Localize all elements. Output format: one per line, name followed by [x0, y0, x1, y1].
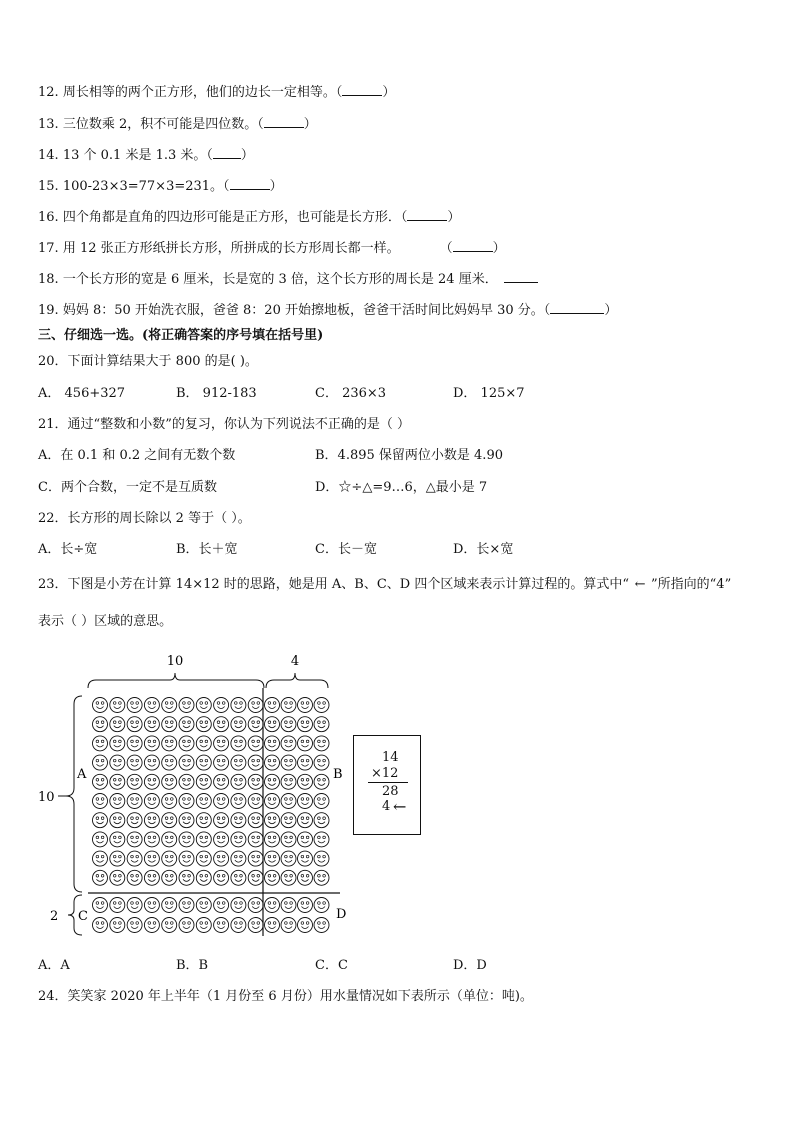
smiley-face-icon — [144, 717, 159, 732]
smiley-face-icon — [214, 698, 229, 713]
answer-blank[interactable] — [407, 208, 447, 221]
question-19: 19. 妈妈 8：50 开始洗衣服，爸爸 8：20 开始擦地板，爸爸干活时间比妈妈早 30 分。（ ） — [38, 303, 618, 318]
smiley-face-icon — [196, 698, 211, 713]
side-label-10: 10 — [38, 790, 55, 805]
smiley-face-icon — [214, 794, 229, 809]
smiley-face-icon — [127, 774, 142, 789]
smiley-face-icon — [214, 898, 229, 913]
smiley-face-icon — [265, 813, 280, 828]
smiley-face-icon — [127, 918, 142, 933]
smiley-face-icon — [248, 736, 263, 751]
region-d-label: D — [336, 907, 347, 922]
smiley-face-icon — [314, 717, 329, 732]
smiley-face-icon — [314, 898, 329, 913]
q23-option-a[interactable]: A．A — [38, 958, 70, 973]
smiley-face-icon — [162, 717, 177, 732]
q20-option-b[interactable]: B． 912-183 — [176, 386, 257, 401]
smiley-face-icon — [93, 832, 108, 847]
answer-blank[interactable] — [342, 83, 382, 96]
smiley-face-icon — [281, 870, 296, 885]
smiley-face-icon — [281, 832, 296, 847]
smiley-face-icon — [248, 851, 263, 866]
calc-line-4: 4 — [382, 799, 391, 814]
smiley-face-icon — [144, 755, 159, 770]
question-text: 三位数乘 2，积不可能是四位数。 — [62, 117, 258, 132]
q23-option-d[interactable]: D．D — [453, 958, 487, 973]
smiley-face-icon — [231, 794, 246, 809]
smiley-face-icon — [110, 755, 125, 770]
smiley-face-icon — [162, 832, 177, 847]
smiley-face-icon — [314, 813, 329, 828]
section-heading: 三、仔细选一选。(将正确答案的序号填在括号里) — [38, 328, 324, 343]
smiley-face-icon — [196, 813, 211, 828]
side-label-2: 2 — [50, 909, 59, 924]
smiley-face-icon — [314, 870, 329, 885]
q23-option-c[interactable]: C．C — [315, 958, 348, 973]
smiley-face-icon — [144, 813, 159, 828]
smiley-face-icon — [93, 898, 108, 913]
question-number: 16. — [38, 210, 59, 225]
q21-option-b[interactable]: B．4.895 保留两位小数是 4.90 — [315, 448, 503, 463]
smiley-face-icon — [179, 918, 194, 933]
smiley-face-icon — [298, 813, 313, 828]
smiley-face-icon — [281, 774, 296, 789]
smiley-face-icon — [127, 717, 142, 732]
question-number: 19. — [38, 303, 59, 318]
question-text: 一个长方形的宽是 6 厘米，长是宽的 3 倍，这个长方形的周长是 24 厘米． — [62, 272, 498, 287]
smiley-face-icon — [127, 851, 142, 866]
question-24-stem: 24．笑笑家 2020 年上半年（1 月份至 6 月份）用水量情况如下表所示（单位：吨)。 — [38, 989, 533, 1004]
smiley-face-icon — [162, 813, 177, 828]
smiley-face-icon — [281, 918, 296, 933]
smiley-face-icon — [281, 898, 296, 913]
smiley-face-icon — [179, 755, 194, 770]
top-label-4: 4 — [290, 654, 300, 669]
left-arrow-icon: ← — [634, 577, 646, 592]
smiley-face-icon — [231, 851, 246, 866]
smiley-face-icon — [162, 755, 177, 770]
question-number: 15. — [38, 179, 59, 194]
smiley-face-icon — [179, 698, 194, 713]
region-a-label: A — [77, 767, 87, 782]
smiley-face-icon — [265, 870, 280, 885]
smiley-face-icon — [127, 755, 142, 770]
question-23-stem-line1: 23．下图是小芳在计算 14×12 时的思路，她是用 A、B、C、D 四个区域来表示计算过程的。算式中“ ← ”所指向的“4” — [38, 577, 732, 592]
smiley-face-icon — [298, 898, 313, 913]
smiley-face-icon — [196, 918, 211, 933]
answer-blank[interactable] — [230, 177, 270, 190]
smiley-face-icon — [248, 698, 263, 713]
smiley-face-icon — [248, 794, 263, 809]
smiley-face-icon — [298, 736, 313, 751]
q22-option-d[interactable]: D．长×宽 — [453, 542, 514, 557]
smiley-face-icon — [265, 755, 280, 770]
smiley-face-icon — [110, 918, 125, 933]
smiley-face-icon — [127, 898, 142, 913]
smiley-face-icon — [162, 851, 177, 866]
smiley-grid — [93, 698, 330, 933]
smiley-face-icon — [110, 870, 125, 885]
question-13: 13. 三位数乘 2，积不可能是四位数。（ ） — [38, 117, 317, 132]
smiley-face-icon — [179, 794, 194, 809]
smiley-face-icon — [265, 774, 280, 789]
smiley-face-icon — [298, 698, 313, 713]
smiley-face-icon — [179, 736, 194, 751]
smiley-face-icon — [110, 774, 125, 789]
question-14: 14. 13 个 0.1 米是 1.3 米。（ ） — [38, 148, 254, 163]
smiley-face-icon — [214, 918, 229, 933]
q21-option-a[interactable]: A．在 0.1 和 0.2 之间有无数个数 — [38, 448, 236, 463]
q22-option-c[interactable]: C．长－宽 — [315, 542, 377, 557]
q20-option-a[interactable]: A． 456+327 — [38, 386, 126, 401]
smiley-face-icon — [179, 774, 194, 789]
calculation-box — [353, 735, 421, 835]
question-12: 12. 周长相等的两个正方形，他们的边长一定相等。（ ） — [38, 85, 396, 100]
smiley-face-icon — [144, 832, 159, 847]
smiley-face-icon — [248, 755, 263, 770]
smiley-face-icon — [314, 755, 329, 770]
smiley-face-icon — [93, 698, 108, 713]
smiley-face-icon — [298, 717, 313, 732]
smiley-face-icon — [127, 736, 142, 751]
smiley-face-icon — [314, 918, 329, 933]
smiley-face-icon — [110, 717, 125, 732]
smiley-face-icon — [281, 851, 296, 866]
smiley-face-icon — [298, 755, 313, 770]
smiley-face-icon — [162, 898, 177, 913]
smiley-face-icon — [110, 736, 125, 751]
smiley-face-icon — [196, 755, 211, 770]
calc-line-2: ×12 — [371, 766, 399, 781]
smiley-face-icon — [265, 736, 280, 751]
smiley-face-icon — [281, 698, 296, 713]
answer-blank[interactable] — [264, 115, 304, 128]
smiley-face-icon — [110, 794, 125, 809]
smiley-face-icon — [196, 736, 211, 751]
top-brace-4 — [266, 673, 328, 688]
smiley-face-icon — [281, 717, 296, 732]
smiley-face-icon — [298, 918, 313, 933]
question-text: 100-23×3=77×3=231。 — [62, 179, 224, 194]
smiley-face-icon — [110, 832, 125, 847]
smiley-face-icon — [231, 813, 246, 828]
smiley-face-icon — [265, 832, 280, 847]
smiley-face-icon — [93, 717, 108, 732]
top-brace-10 — [88, 673, 264, 688]
smiley-face-icon — [93, 851, 108, 866]
smiley-face-icon — [179, 832, 194, 847]
smiley-face-icon — [162, 918, 177, 933]
smiley-face-icon — [231, 717, 246, 732]
smiley-face-icon — [196, 794, 211, 809]
answer-blank[interactable] — [504, 270, 538, 283]
q22-option-b[interactable]: B．长＋宽 — [176, 542, 238, 557]
smiley-face-icon — [93, 794, 108, 809]
smiley-face-icon — [281, 736, 296, 751]
question-16: 16. 四个角都是直角的四边形可能是正方形，也可能是长方形．（ ） — [38, 210, 461, 225]
smiley-face-icon — [162, 870, 177, 885]
smiley-face-icon — [93, 813, 108, 828]
smiley-face-icon — [144, 736, 159, 751]
smiley-face-icon — [93, 918, 108, 933]
question-text: 13 个 0.1 米是 1.3 米。 — [62, 148, 207, 163]
smiley-face-icon — [110, 813, 125, 828]
smiley-face-icon — [281, 755, 296, 770]
q21-option-d[interactable]: D．☆÷△=9…6，△最小是 7 — [315, 480, 488, 495]
smiley-face-icon — [93, 870, 108, 885]
smiley-face-icon — [314, 794, 329, 809]
smiley-face-icon — [231, 698, 246, 713]
smiley-face-icon — [144, 774, 159, 789]
smiley-face-icon — [127, 870, 142, 885]
smiley-face-icon — [196, 898, 211, 913]
smiley-face-icon — [144, 851, 159, 866]
smiley-face-icon — [144, 698, 159, 713]
question-number: 13. — [38, 117, 59, 132]
smiley-face-icon — [231, 832, 246, 847]
answer-blank[interactable] — [213, 146, 241, 159]
smiley-face-icon — [265, 794, 280, 809]
calc-line-1: 14 — [382, 750, 399, 765]
question-text: 四个角都是直角的四边形可能是正方形，也可能是长方形． — [62, 210, 401, 225]
smiley-face-icon — [196, 851, 211, 866]
smiley-face-icon — [179, 717, 194, 732]
smiley-face-icon — [314, 736, 329, 751]
question-20-stem: 20．下面计算结果大于 800 的是( )。 — [38, 354, 258, 369]
smiley-face-icon — [265, 918, 280, 933]
question-text: 周长相等的两个正方形，他们的边长一定相等。 — [62, 85, 336, 100]
smiley-face-icon — [162, 698, 177, 713]
question-number: 18. — [38, 272, 59, 287]
smiley-face-icon — [298, 870, 313, 885]
smiley-face-icon — [281, 794, 296, 809]
smiley-face-icon — [314, 832, 329, 847]
smiley-face-icon — [298, 794, 313, 809]
answer-blank[interactable] — [453, 239, 493, 252]
smiley-face-icon — [248, 898, 263, 913]
smiley-face-icon — [179, 898, 194, 913]
smiley-face-icon — [265, 717, 280, 732]
smiley-face-icon — [214, 755, 229, 770]
smiley-face-icon — [144, 918, 159, 933]
smiley-face-icon — [281, 813, 296, 828]
top-label-10: 10 — [166, 654, 184, 669]
question-18 — [38, 270, 538, 288]
smiley-face-icon — [144, 794, 159, 809]
smiley-face-icon — [93, 755, 108, 770]
smiley-face-icon — [214, 870, 229, 885]
question-22-stem: 22．长方形的周长除以 2 等于（ ）。 — [38, 511, 251, 526]
smiley-face-icon — [231, 898, 246, 913]
smiley-face-icon — [214, 717, 229, 732]
smiley-face-icon — [314, 774, 329, 789]
smiley-face-icon — [265, 698, 280, 713]
smiley-face-icon — [110, 698, 125, 713]
smiley-face-icon — [231, 755, 246, 770]
smiley-face-icon — [127, 813, 142, 828]
smiley-face-icon — [248, 918, 263, 933]
question-text: 用 12 张正方形纸拼长方形，所拼成的长方形周长都一样。 — [62, 241, 400, 256]
smiley-face-icon — [298, 832, 313, 847]
smiley-face-icon — [127, 832, 142, 847]
smiley-face-icon — [196, 870, 211, 885]
smiley-face-icon — [144, 870, 159, 885]
left-arrow-icon: ← — [393, 797, 407, 816]
calc-line-3: 28 — [382, 784, 399, 799]
q23-option-b[interactable]: B．B — [176, 958, 209, 973]
smiley-face-icon — [231, 918, 246, 933]
smiley-face-icon — [214, 851, 229, 866]
q20-option-d[interactable]: D． 125×7 — [453, 386, 525, 401]
question-number: 12. — [38, 85, 59, 100]
question-number: 14. — [38, 148, 59, 163]
smiley-face-icon — [179, 851, 194, 866]
question-23-stem-line2: 表示（ ）区域的意思。 — [38, 614, 173, 629]
smiley-face-icon — [214, 736, 229, 751]
smiley-face-icon — [314, 698, 329, 713]
smiley-face-icon — [179, 870, 194, 885]
q22-option-a[interactable]: A．长÷宽 — [38, 542, 98, 557]
smiley-face-icon — [127, 698, 142, 713]
smiley-face-icon — [144, 898, 159, 913]
smiley-face-icon — [298, 851, 313, 866]
smiley-face-icon — [248, 774, 263, 789]
question-17: 17. 用 12 张正方形纸拼长方形，所拼成的长方形周长都一样。 （ ） — [38, 241, 506, 256]
region-b-label: B — [333, 767, 343, 782]
smiley-face-icon — [214, 832, 229, 847]
smiley-face-icon — [231, 870, 246, 885]
smiley-face-icon — [110, 851, 125, 866]
smiley-face-icon — [231, 736, 246, 751]
q21-option-c[interactable]: C．两个合数，一定不是互质数 — [38, 480, 217, 495]
smiley-face-icon — [162, 794, 177, 809]
smiley-face-icon — [162, 736, 177, 751]
smiley-face-icon — [196, 717, 211, 732]
q20-option-c[interactable]: C． 236×3 — [315, 386, 387, 401]
smiley-face-icon — [231, 774, 246, 789]
smiley-face-icon — [248, 832, 263, 847]
question-21-stem: 21．通过“整数和小数”的复习，你认为下列说法不正确的是（ ） — [38, 417, 410, 432]
smiley-face-icon — [214, 774, 229, 789]
left-brace-10 — [66, 696, 82, 892]
answer-blank[interactable] — [550, 301, 604, 314]
smiley-face-icon — [196, 832, 211, 847]
smiley-face-icon — [214, 813, 229, 828]
smiley-face-icon — [196, 774, 211, 789]
smiley-face-icon — [179, 813, 194, 828]
question-text: 妈妈 8：50 开始洗衣服，爸爸 8：20 开始擦地板，爸爸干活时间比妈妈早 30 分。 — [62, 303, 544, 318]
smiley-face-icon — [248, 717, 263, 732]
smiley-face-icon — [93, 736, 108, 751]
smiley-face-icon — [248, 870, 263, 885]
smiley-face-icon — [298, 774, 313, 789]
smiley-face-icon — [127, 794, 142, 809]
smiley-face-icon — [93, 774, 108, 789]
smiley-face-icon — [265, 898, 280, 913]
region-c-label: C — [78, 909, 88, 924]
smiley-face-icon — [248, 813, 263, 828]
question-15: 15. 100-23×3=77×3=231。（ ） — [38, 179, 283, 194]
smiley-face-icon — [110, 898, 125, 913]
smiley-face-icon — [162, 774, 177, 789]
question-number: 17. — [38, 241, 59, 256]
smiley-face-icon — [265, 851, 280, 866]
smiley-face-icon — [314, 851, 329, 866]
